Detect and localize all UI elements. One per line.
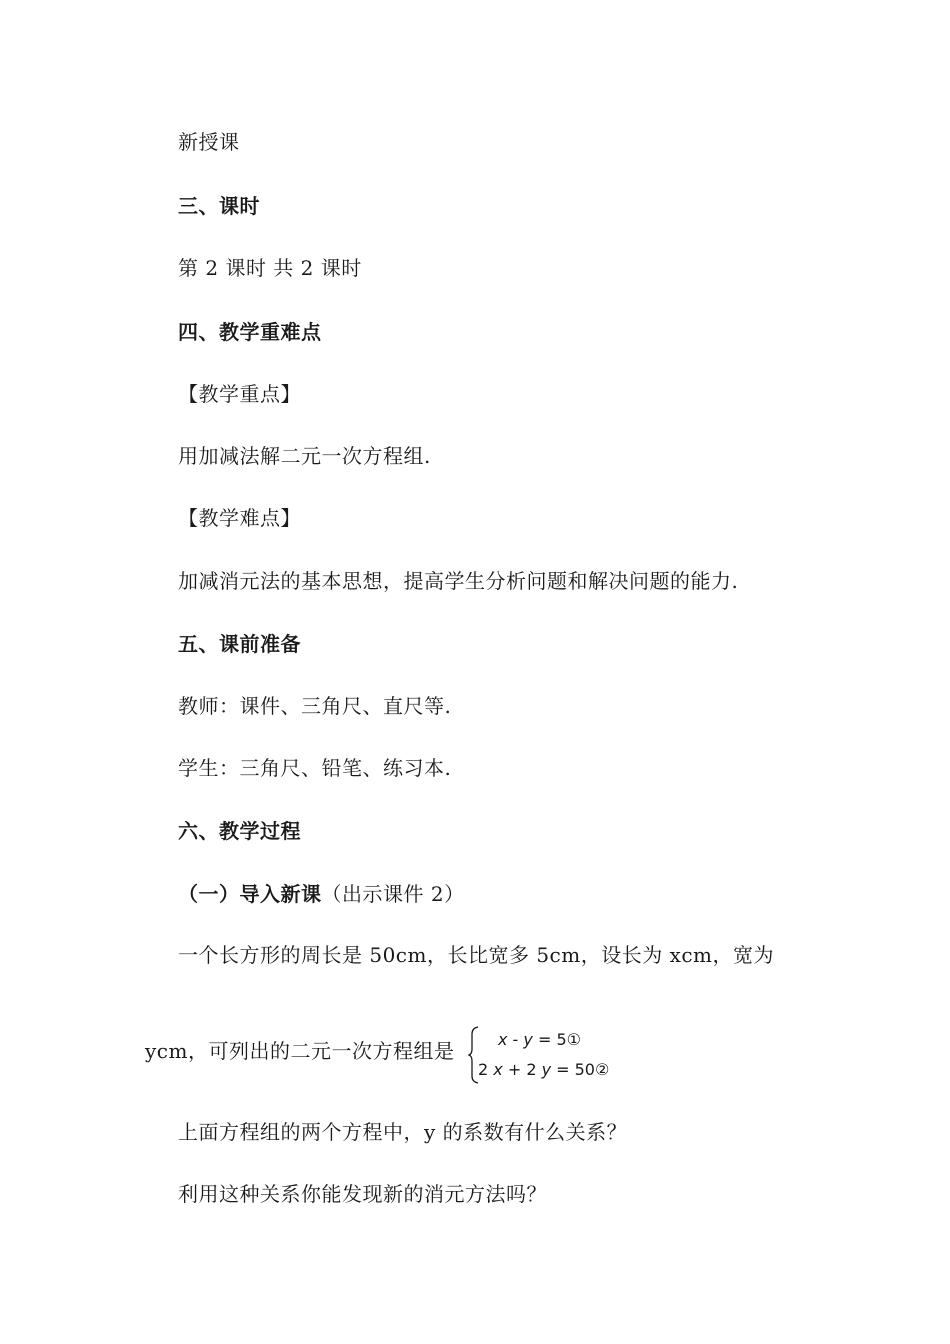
key-point-text: 用加减法解二元一次方程组.: [178, 444, 431, 468]
question-text-1: 上面方程组的两个方程中，y 的系数有什么关系？: [178, 1120, 628, 1144]
student-preparation-text: 学生：三角尺、铅笔、练习本.: [178, 756, 452, 780]
section-heading-key-points: 四、教学重难点: [178, 320, 322, 344]
teacher-preparation-text: 教师：课件、三角尺、直尺等.: [178, 694, 452, 718]
class-hours-text: 第 2 课时 共 2 课时: [178, 256, 362, 280]
subsection-intro-heading: （一）导入新课: [178, 882, 322, 906]
section-heading-preparation: 五、课前准备: [178, 632, 301, 656]
subheading-difficulty: 【教学难点】: [178, 506, 301, 530]
subheading-key-point: 【教学重点】: [178, 382, 301, 406]
subsection-intro-note: （出示课件 2）: [321, 882, 465, 906]
question-text-2: 利用这种关系你能发现新的消元方法吗？: [178, 1182, 547, 1206]
section-heading-process: 六、教学过程: [178, 819, 301, 843]
subsection-intro-line: [178, 880, 465, 908]
difficulty-text: 加减消元法的基本思想，提高学生分析问题和解决问题的能力.: [178, 569, 739, 593]
problem-text-line2: ycm，可列出的二元一次方程组是: [145, 1039, 455, 1063]
lesson-type-text: 新授课: [178, 130, 240, 154]
equation-two: 2 x + 2 y = 50②: [478, 1060, 610, 1079]
problem-text-line1: 一个长方形的周长是 50cm，长比宽多 5cm，设长为 xcm，宽为: [178, 943, 775, 967]
equation-system: [468, 1026, 608, 1086]
section-heading-class-hours: 三、课时: [178, 194, 260, 218]
equation-one: x - y = 5①: [498, 1030, 581, 1049]
